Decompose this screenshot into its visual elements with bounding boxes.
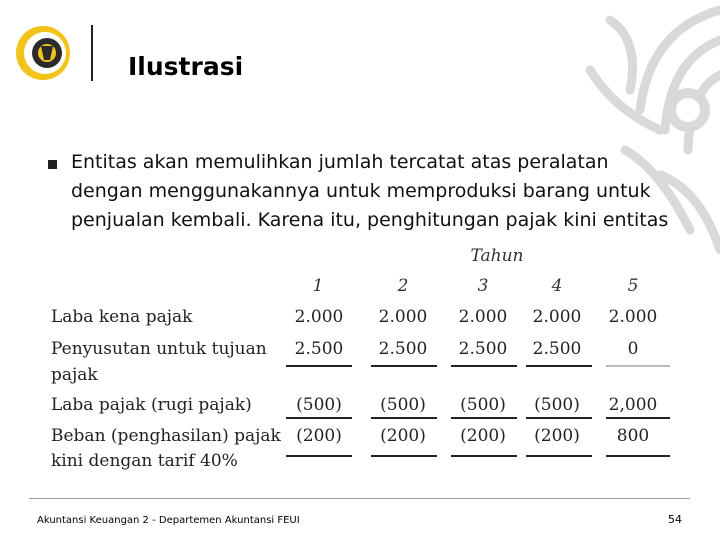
table-cell: 2.500 <box>294 339 344 359</box>
table-cell: (500) <box>380 395 426 415</box>
footer-divider <box>29 498 690 499</box>
page-number: 54 <box>668 513 682 526</box>
column-header: 2 <box>397 276 409 296</box>
table-cell: 2.500 <box>532 339 582 359</box>
column-header: 4 <box>551 276 563 296</box>
header-divider <box>91 25 93 81</box>
table-cell: 2.000 <box>532 307 582 327</box>
row-label: Laba kena pajak <box>51 307 193 327</box>
table-cell: (500) <box>460 395 506 415</box>
column-header: 3 <box>477 276 489 296</box>
table-cell: (500) <box>534 395 580 415</box>
table-cell: 2.000 <box>378 307 428 327</box>
row-label: pajak <box>51 365 98 385</box>
paragraph-line: penjualan kembali. Karena itu, penghitungan pajak kini entitas <box>71 209 669 231</box>
table-cell: 0 <box>627 339 639 359</box>
table-cell: (200) <box>380 426 426 446</box>
row-label: Laba pajak (rugi pajak) <box>51 395 252 415</box>
table-cell: 800 <box>616 426 650 446</box>
row-label: kini dengan tarif 40% <box>51 451 238 471</box>
table-cell: 2.000 <box>608 307 658 327</box>
table-cell: 2.000 <box>294 307 344 327</box>
column-headers <box>313 276 639 296</box>
paragraph-line: Entitas akan memulihkan jumlah tercatat atas peralatan <box>71 151 609 173</box>
table-values <box>295 307 658 446</box>
university-logo-icon <box>14 24 72 82</box>
footer-text: Akuntansi Keuangan 2 - Departemen Akuntansi FEUI <box>37 515 300 526</box>
column-header: 1 <box>312 276 324 296</box>
table-cell: 2.500 <box>378 339 428 359</box>
table-cell: (200) <box>534 426 580 446</box>
table-cell: 2.500 <box>458 339 508 359</box>
table-cell: (200) <box>296 426 342 446</box>
row-labels <box>51 307 282 471</box>
bullet-paragraph <box>71 148 711 235</box>
table-cell: (500) <box>296 395 342 415</box>
table-cell: 2.000 <box>458 307 508 327</box>
table-cell: 2,000 <box>608 395 658 415</box>
header-group-label: Tahun <box>470 246 524 266</box>
bullet-marker <box>48 160 57 169</box>
slide-title: Ilustrasi <box>128 52 244 81</box>
row-label: Penyusutan untuk tujuan <box>51 339 267 359</box>
row-label: Beban (penghasilan) pajak <box>51 426 281 446</box>
table-rules <box>286 366 670 456</box>
column-header: 5 <box>627 276 639 296</box>
paragraph-line: dengan menggunakannya untuk memproduksi barang untuk <box>71 180 651 202</box>
table-cell: (200) <box>460 426 506 446</box>
